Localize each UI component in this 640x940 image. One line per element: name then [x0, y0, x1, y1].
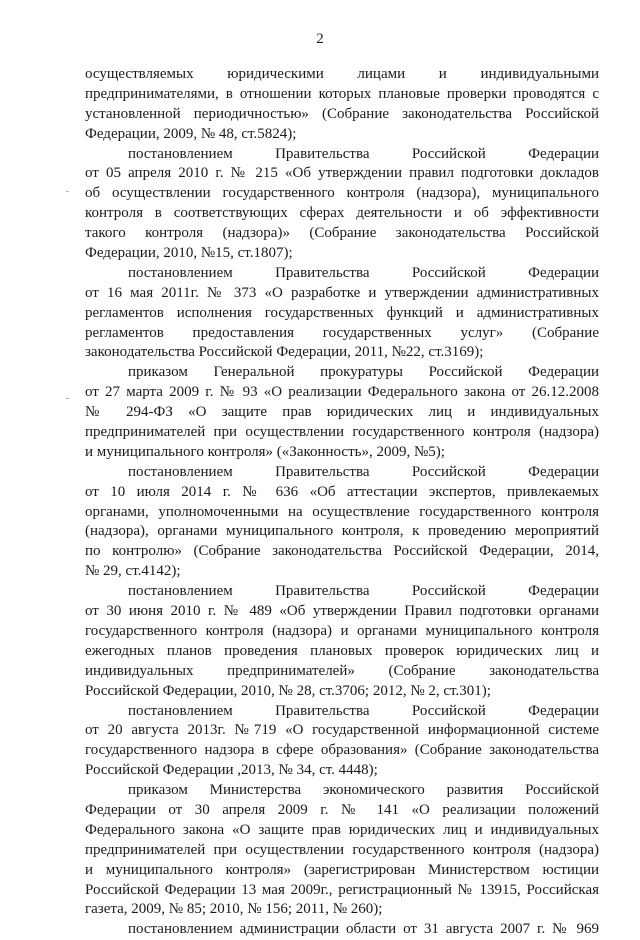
text-line: от 16 мая 2011г. № 373 «О разработке и утверждении административных — [85, 284, 599, 301]
text-line: (надзора), органами муниципального контроля, к проведению мероприятий — [85, 523, 599, 540]
text-line: Российской Федерации ,2013, № 34, ст. 4448); — [85, 762, 378, 779]
text-line: от 30 июня 2010 г. № 489 «Об утверждении Правил подготовки органами — [85, 603, 599, 620]
text-line: Федерации, 2010, №15, ст.1807); — [85, 245, 293, 262]
document-body — [85, 65, 599, 940]
paragraph — [85, 145, 599, 264]
text-line: приказом Министерства экономического развития Российской — [128, 782, 599, 799]
text-line: газета, 2009, № 85; 2010, № 156; 2011, № 260); — [85, 901, 383, 918]
text-line: № 294-ФЗ «О защите прав юридических лиц и индивидуальных — [85, 404, 599, 421]
text-line: постановлением Правительства Российской Федерации — [128, 463, 599, 480]
text-line: постановлением Правительства Российской Федерации — [128, 702, 599, 719]
margin-mark — [66, 398, 69, 399]
text-line: Российской Федерации 13 мая 2009г., регистрационный № 13915, Российская — [85, 881, 599, 898]
text-line: индивидуальных предпринимателей» (Собрание законодательства — [85, 662, 599, 679]
text-line: Федерации от 30 апреля 2009 г. № 141 «О реализации положений — [85, 801, 599, 818]
text-line: законодательства Российской Федерации, 2011, №22, ст.3169); — [85, 344, 484, 361]
text-line: № 29, ст.4142); — [85, 563, 181, 580]
text-line: по контролю» (Собрание законодательства Российской Федерации, 2014, — [85, 543, 599, 560]
text-line: постановлением Правительства Российской Федерации — [128, 145, 599, 162]
text-line: установленной периодичностью» (Собрание законодательства Российской — [85, 105, 599, 122]
text-line: и муниципального контроля» (зарегистрирован Министерством юстиции — [85, 861, 599, 878]
text-line: государственного контроля (надзора) и органами муниципального контроля — [85, 622, 599, 639]
text-line: регламентов предоставления государственных услуг» (Собрание — [85, 324, 599, 341]
text-line: об осуществлении государственного контроля (надзора), муниципального — [85, 185, 599, 202]
text-line: предпринимателями, в отношении которых плановые проверки проводятся с — [85, 85, 599, 102]
text-line: Федерации, 2009, № 48, ст.5824); — [85, 125, 297, 142]
paragraph — [85, 363, 599, 462]
text-line: постановлением Правительства Российской Федерации — [128, 264, 599, 281]
text-line: от 27 марта 2009 г. № 93 «О реализации Федерального закона от 26.12.2008 — [85, 384, 599, 401]
paragraph — [85, 463, 599, 582]
text-line: предпринимателей при осуществлении государственного контроля (надзора) — [85, 841, 599, 858]
text-line: постановлением Правительства Российской Федерации — [128, 583, 599, 600]
text-line: государственного надзора в сфере образования» (Собрание законодательства — [85, 742, 599, 759]
text-line: регламентов исполнения государственных функций и административных — [85, 304, 599, 321]
text-line: Федерального закона «О защите прав юридических лиц и индивидуальных — [85, 821, 599, 838]
text-line: постановлением администрации области от 31 августа 2007 г. № 969 — [128, 921, 599, 938]
text-line: такого контроля (надзора)» (Собрание законодательства Российской — [85, 225, 599, 242]
text-line: осуществляемых юридическими лицами и индивидуальными — [85, 66, 599, 82]
page-number: 2 — [316, 31, 324, 47]
text-line: ежегодных планов проведения плановых проверок юридических лиц и — [85, 642, 599, 659]
paragraph — [85, 65, 599, 145]
text-line: от 20 августа 2013г. №719 «О государственной информационной системе — [85, 722, 599, 739]
text-line: приказом Генеральной прокуратуры Российской Федерации — [128, 364, 599, 381]
paragraph — [85, 264, 599, 363]
text-line: от 05 апреля 2010 г. № 215 «Об утверждении правил подготовки докладов — [85, 165, 599, 182]
text-line: Российской Федерации, 2010, № 28, ст.3706; 2012, № 2, ст.301); — [85, 682, 491, 699]
text-line: и муниципального контроля» («Законность», 2009, №5); — [85, 443, 445, 460]
margin-mark — [66, 191, 69, 192]
text-line: предпринимателей при осуществлении государственного контроля (надзора) — [85, 424, 599, 441]
text-line: контроля в соответствующих сферах деятельности и об эффективности — [85, 205, 599, 222]
paragraph — [85, 920, 599, 940]
paragraph — [85, 702, 599, 782]
text-line: от 10 июля 2014 г. № 636 «Об аттестации экспертов, привлекаемых — [85, 483, 599, 500]
paragraph — [85, 781, 599, 920]
text-line: органами, уполномоченными на осуществление государственного контроля — [85, 503, 599, 520]
paragraph — [85, 582, 599, 701]
